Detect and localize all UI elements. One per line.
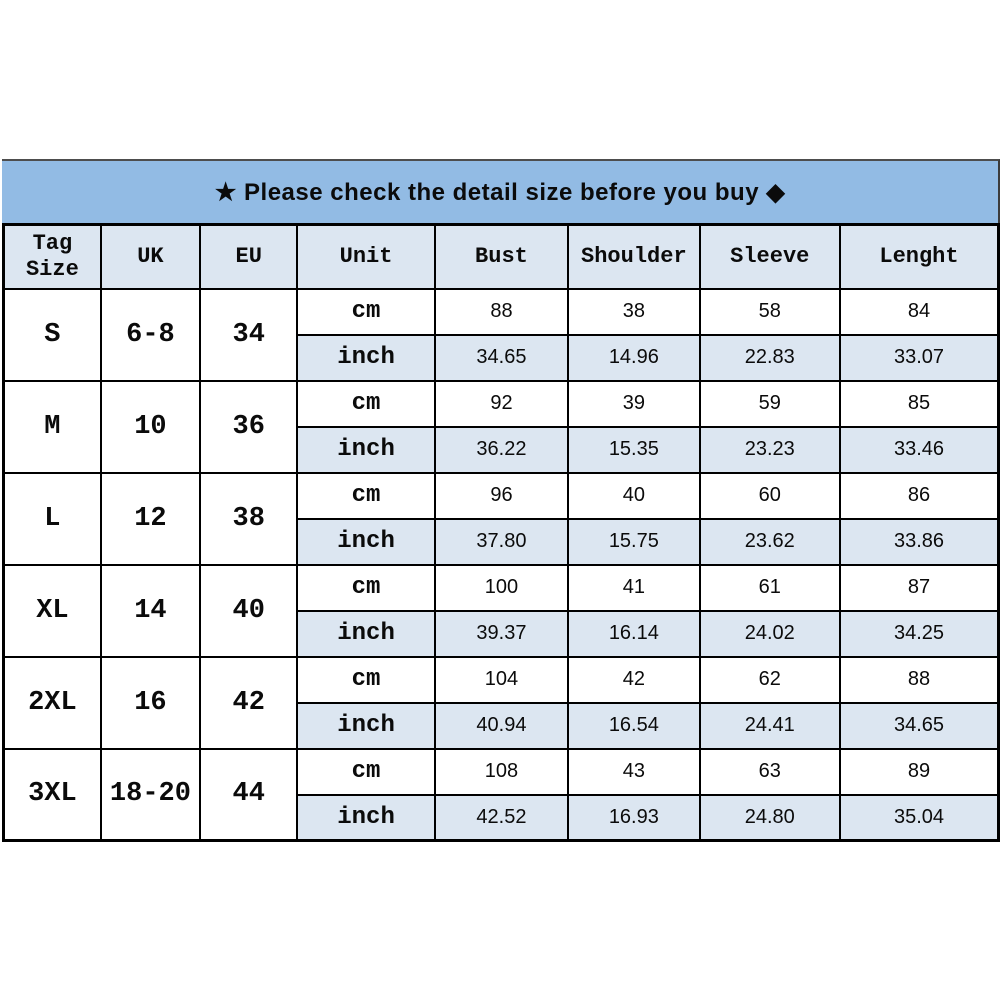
sleeve-cm: 58: [700, 289, 840, 335]
bust-cm: 88: [435, 289, 568, 335]
eu-size-value: 42: [200, 657, 297, 749]
unit-label-cm: cm: [297, 565, 434, 611]
unit-label-inch: inch: [297, 427, 434, 473]
lenght-cm: 84: [840, 289, 999, 335]
bust-inch: 36.22: [435, 427, 568, 473]
shoulder-inch: 16.54: [568, 703, 699, 749]
lenght-cm: 87: [840, 565, 999, 611]
sleeve-cm: 63: [700, 749, 840, 795]
header-shoulder: Shoulder: [568, 225, 699, 289]
bust-inch: 34.65: [435, 335, 568, 381]
row-xl-cm: [4, 565, 999, 611]
bust-cm: 108: [435, 749, 568, 795]
banner: [2, 159, 1000, 223]
sleeve-cm: 61: [700, 565, 840, 611]
unit-label-cm: cm: [297, 381, 434, 427]
unit-label-cm: cm: [297, 473, 434, 519]
bust-cm: 104: [435, 657, 568, 703]
bust-cm: 100: [435, 565, 568, 611]
uk-size-value: 12: [101, 473, 200, 565]
header-sleeve: Sleeve: [700, 225, 840, 289]
sleeve-cm: 62: [700, 657, 840, 703]
sleeve-cm: 59: [700, 381, 840, 427]
lenght-inch: 34.25: [840, 611, 999, 657]
eu-size-value: 34: [200, 289, 297, 381]
row-m-cm: [4, 381, 999, 427]
shoulder-cm: 41: [568, 565, 699, 611]
banner-text: ★ Please check the detail size before you buy ◆: [214, 178, 786, 206]
bust-cm: 92: [435, 381, 568, 427]
shoulder-inch: 14.96: [568, 335, 699, 381]
header-uk: UK: [101, 225, 200, 289]
uk-size-value: 14: [101, 565, 200, 657]
unit-label-cm: cm: [297, 289, 434, 335]
lenght-cm: 89: [840, 749, 999, 795]
sleeve-inch: 23.62: [700, 519, 840, 565]
size-chart-sheet: [2, 159, 1000, 842]
unit-label-inch: inch: [297, 703, 434, 749]
eu-size-value: 36: [200, 381, 297, 473]
lenght-cm: 88: [840, 657, 999, 703]
lenght-inch: 35.04: [840, 795, 999, 841]
unit-label-inch: inch: [297, 519, 434, 565]
sleeve-inch: 22.83: [700, 335, 840, 381]
eu-size-value: 40: [200, 565, 297, 657]
unit-label-cm: cm: [297, 657, 434, 703]
header-bust: Bust: [435, 225, 568, 289]
uk-size-value: 16: [101, 657, 200, 749]
shoulder-inch: 15.75: [568, 519, 699, 565]
uk-size-value: 18-20: [101, 749, 200, 841]
eu-size-value: 38: [200, 473, 297, 565]
bust-inch: 40.94: [435, 703, 568, 749]
shoulder-inch: 15.35: [568, 427, 699, 473]
unit-label-inch: inch: [297, 335, 434, 381]
header-lenght: Lenght: [840, 225, 999, 289]
tag-size-value: L: [4, 473, 101, 565]
sleeve-inch: 23.23: [700, 427, 840, 473]
sleeve-inch: 24.41: [700, 703, 840, 749]
shoulder-cm: 40: [568, 473, 699, 519]
size-chart-table: [2, 223, 1000, 842]
lenght-inch: 33.07: [840, 335, 999, 381]
shoulder-cm: 39: [568, 381, 699, 427]
lenght-inch: 34.65: [840, 703, 999, 749]
unit-label-inch: inch: [297, 795, 434, 841]
lenght-cm: 85: [840, 381, 999, 427]
sleeve-inch: 24.80: [700, 795, 840, 841]
tag-size-value: M: [4, 381, 101, 473]
row-s-cm: [4, 289, 999, 335]
shoulder-inch: 16.93: [568, 795, 699, 841]
unit-label-cm: cm: [297, 749, 434, 795]
uk-size-value: 6-8: [101, 289, 200, 381]
lenght-inch: 33.46: [840, 427, 999, 473]
bust-inch: 42.52: [435, 795, 568, 841]
header-tag-size: Tag Size: [4, 225, 101, 289]
tag-size-value: 2XL: [4, 657, 101, 749]
tag-size-value: S: [4, 289, 101, 381]
shoulder-inch: 16.14: [568, 611, 699, 657]
sleeve-cm: 60: [700, 473, 840, 519]
tag-size-value: XL: [4, 565, 101, 657]
header-unit: Unit: [297, 225, 434, 289]
header-eu: EU: [200, 225, 297, 289]
lenght-inch: 33.86: [840, 519, 999, 565]
uk-size-value: 10: [101, 381, 200, 473]
bust-inch: 39.37: [435, 611, 568, 657]
row-l-cm: [4, 473, 999, 519]
row-2xl-cm: [4, 657, 999, 703]
sleeve-inch: 24.02: [700, 611, 840, 657]
tag-size-value: 3XL: [4, 749, 101, 841]
bust-inch: 37.80: [435, 519, 568, 565]
shoulder-cm: 43: [568, 749, 699, 795]
header-row: [4, 225, 999, 289]
lenght-cm: 86: [840, 473, 999, 519]
shoulder-cm: 42: [568, 657, 699, 703]
unit-label-inch: inch: [297, 611, 434, 657]
row-3xl-cm: [4, 749, 999, 795]
bust-cm: 96: [435, 473, 568, 519]
eu-size-value: 44: [200, 749, 297, 841]
shoulder-cm: 38: [568, 289, 699, 335]
